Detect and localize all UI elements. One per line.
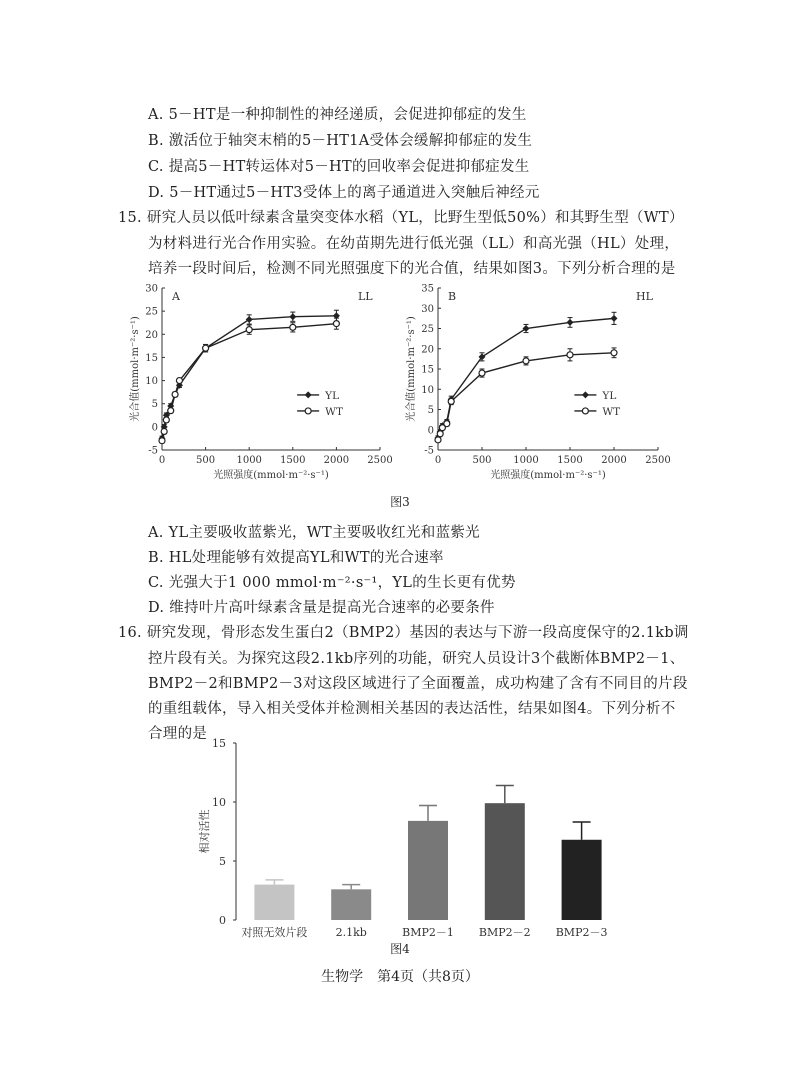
q14-option-d: D. 5－HT通过5－HT3受体上的离子通道进入突触后神经元 bbox=[148, 185, 540, 201]
x-tick-label: 500 bbox=[196, 455, 216, 466]
y-axis-label: 光合值(mmol·m⁻²·s⁻¹) bbox=[406, 316, 417, 422]
bar-0 bbox=[254, 885, 294, 920]
figure3-panel-a bbox=[130, 280, 393, 485]
data-point-WT bbox=[523, 358, 529, 364]
legend-marker bbox=[582, 391, 589, 398]
x-tick-label: BMP2－2 bbox=[478, 926, 531, 939]
y-tick-label: 35 bbox=[421, 283, 434, 295]
y-tick-label: -5 bbox=[424, 445, 434, 457]
bar-4 bbox=[562, 840, 602, 920]
q16-stem-1: 16. 研究发现，骨形态发生蛋白2（BMP2）基因的表达与下游一段高度保守的2.1kb调 bbox=[118, 625, 689, 641]
legend-marker bbox=[305, 408, 311, 414]
q14-option-c: C. 提高5－HT转运体对5－HT的回收率会促进抑郁症发生 bbox=[148, 159, 530, 175]
y-tick-label: 30 bbox=[421, 303, 434, 315]
bar-3 bbox=[485, 803, 525, 920]
panel-label: A bbox=[172, 290, 180, 303]
q15-stem-2: 为材料进行光合作用实验。在幼苗期先进行低光强（LL）和高光强（HL）处理， bbox=[148, 236, 680, 252]
y-tick-label: 25 bbox=[421, 324, 434, 335]
y-tick-label: 5 bbox=[151, 399, 158, 411]
data-point-WT bbox=[172, 391, 178, 397]
q15-option-b: B. HL处理能够有效提高YL和WT的光合速率 bbox=[148, 550, 444, 566]
y-tick-label: 20 bbox=[421, 344, 434, 356]
x-tick-label: 2500 bbox=[367, 455, 393, 466]
figure4-caption: 图4 bbox=[390, 942, 410, 956]
data-point-WT bbox=[435, 437, 441, 443]
data-point-WT bbox=[567, 352, 573, 358]
legend-marker bbox=[305, 391, 312, 398]
x-tick-label: BMP2－3 bbox=[555, 926, 608, 939]
y-tick-label: 15 bbox=[421, 364, 434, 376]
data-point-YL bbox=[611, 315, 618, 322]
x-tick-label: 2.1kb bbox=[335, 926, 367, 939]
x-tick-label: 2500 bbox=[645, 455, 671, 466]
y-tick-label: 5 bbox=[219, 855, 226, 868]
data-point-WT bbox=[333, 321, 339, 327]
data-point-WT bbox=[168, 408, 174, 414]
x-tick-label: 1000 bbox=[513, 455, 539, 466]
y-tick-label: 0 bbox=[219, 914, 226, 927]
panel-title: LL bbox=[358, 290, 373, 303]
legend-marker bbox=[582, 408, 588, 414]
bar-2 bbox=[408, 821, 448, 920]
series-line-YL bbox=[438, 318, 617, 437]
legend-label-YL: YL bbox=[325, 389, 340, 402]
data-point-WT bbox=[161, 428, 167, 434]
legend-label-YL: YL bbox=[602, 389, 617, 402]
data-point-WT bbox=[203, 345, 209, 351]
x-tick-label: 1000 bbox=[236, 455, 262, 466]
y-tick-label: 20 bbox=[145, 329, 158, 341]
data-point-WT bbox=[444, 421, 450, 427]
q15-option-c: C. 光强大于1 000 mmol·m⁻²·s⁻¹，YL的生长更有优势 bbox=[148, 575, 516, 591]
x-tick-label: 0 bbox=[434, 455, 442, 466]
page-footer: 生物学 第4页（共8页） bbox=[321, 969, 479, 985]
panel-title: HL bbox=[636, 290, 653, 303]
y-tick-label: -5 bbox=[148, 445, 158, 457]
y-tick-label: 5 bbox=[427, 405, 434, 416]
data-point-WT bbox=[437, 431, 443, 437]
x-tick-label: BMP2－1 bbox=[402, 926, 454, 939]
y-tick-label: 10 bbox=[421, 384, 434, 396]
legend-label-WT: WT bbox=[602, 405, 621, 418]
x-tick-label: 1500 bbox=[557, 455, 583, 466]
x-axis-label: 光照强度(mmol·m⁻²·s⁻¹) bbox=[490, 470, 606, 481]
y-tick-label: 0 bbox=[427, 425, 434, 437]
panel-label: B bbox=[448, 290, 457, 303]
y-tick-label: 25 bbox=[145, 306, 158, 318]
q16-stem-3: BMP2－2和BMP2－3对这段区域进行了全面覆盖，成功构建了含有不同目的片段 bbox=[148, 676, 688, 692]
x-tick-label: 1500 bbox=[280, 455, 306, 466]
figure3-panel-b bbox=[400, 280, 670, 485]
data-point-WT bbox=[159, 438, 165, 444]
x-tick-label: 0 bbox=[158, 455, 166, 466]
y-axis-label: 相对活性 bbox=[198, 809, 211, 854]
y-tick-label: 10 bbox=[212, 796, 226, 809]
bar-1 bbox=[331, 889, 371, 920]
y-tick-label: 15 bbox=[212, 737, 226, 750]
figure3-caption: 图3 bbox=[390, 495, 410, 509]
x-tick-label: 对照无效片段 bbox=[241, 926, 308, 939]
y-tick-label: 30 bbox=[145, 283, 158, 295]
q16-stem-5: 合理的是 bbox=[148, 726, 208, 742]
figure4-bar-chart bbox=[190, 735, 630, 945]
data-point-WT bbox=[479, 370, 485, 376]
q14-option-a: A. 5－HT是一种抑制性的神经递质，会促进抑郁症的发生 bbox=[148, 107, 527, 123]
q15-stem-1: 15. 研究人员以低叶绿素含量突变体水稻（YL，比野生型低50%）和其野生型（WT） bbox=[118, 210, 684, 226]
data-point-WT bbox=[163, 417, 169, 423]
y-tick-label: 0 bbox=[151, 422, 158, 434]
y-tick-label: 10 bbox=[145, 376, 158, 388]
data-point-WT bbox=[290, 324, 296, 330]
q14-option-b: B. 激活位于轴突末梢的5－HT1A受体会缓解抑郁症的发生 bbox=[148, 133, 533, 149]
x-tick-label: 2000 bbox=[601, 455, 627, 466]
q15-stem-3: 培养一段时间后，检测不同光照强度下的光合值，结果如图3。下列分析合理的是 bbox=[148, 261, 676, 277]
data-point-WT bbox=[611, 350, 617, 356]
x-axis-label: 光照强度(mmol·m⁻²·s⁻¹) bbox=[213, 470, 329, 481]
data-point-WT bbox=[246, 327, 252, 333]
series-line-WT bbox=[162, 324, 336, 441]
x-tick-label: 2000 bbox=[323, 455, 350, 466]
q15-option-d: D. 维持叶片高叶绿素含量是提高光合速率的必要条件 bbox=[148, 600, 495, 616]
y-tick-label: 15 bbox=[145, 352, 158, 364]
q16-stem-4: 的重组载体，导入相关受体并检测相关基因的表达活性，结果如图4。下列分析不 bbox=[148, 701, 676, 717]
data-point-YL bbox=[289, 313, 296, 320]
data-point-WT bbox=[176, 378, 182, 384]
q15-option-a: A. YL主要吸收蓝紫光，WT主要吸收红光和蓝紫光 bbox=[148, 525, 480, 541]
data-point-WT bbox=[448, 398, 454, 404]
q16-stem-2: 控片段有关。为探究这段2.1kb序列的功能，研究人员设计3个截断体BMP2－1、 bbox=[148, 651, 685, 667]
x-tick-label: 500 bbox=[472, 455, 492, 466]
data-point-YL bbox=[567, 319, 574, 326]
legend-label-WT: WT bbox=[325, 405, 343, 418]
y-axis-label: 光合值(mmol·m⁻²·s⁻¹) bbox=[130, 316, 141, 422]
data-point-YL bbox=[523, 325, 530, 332]
series-line-WT bbox=[438, 353, 617, 440]
